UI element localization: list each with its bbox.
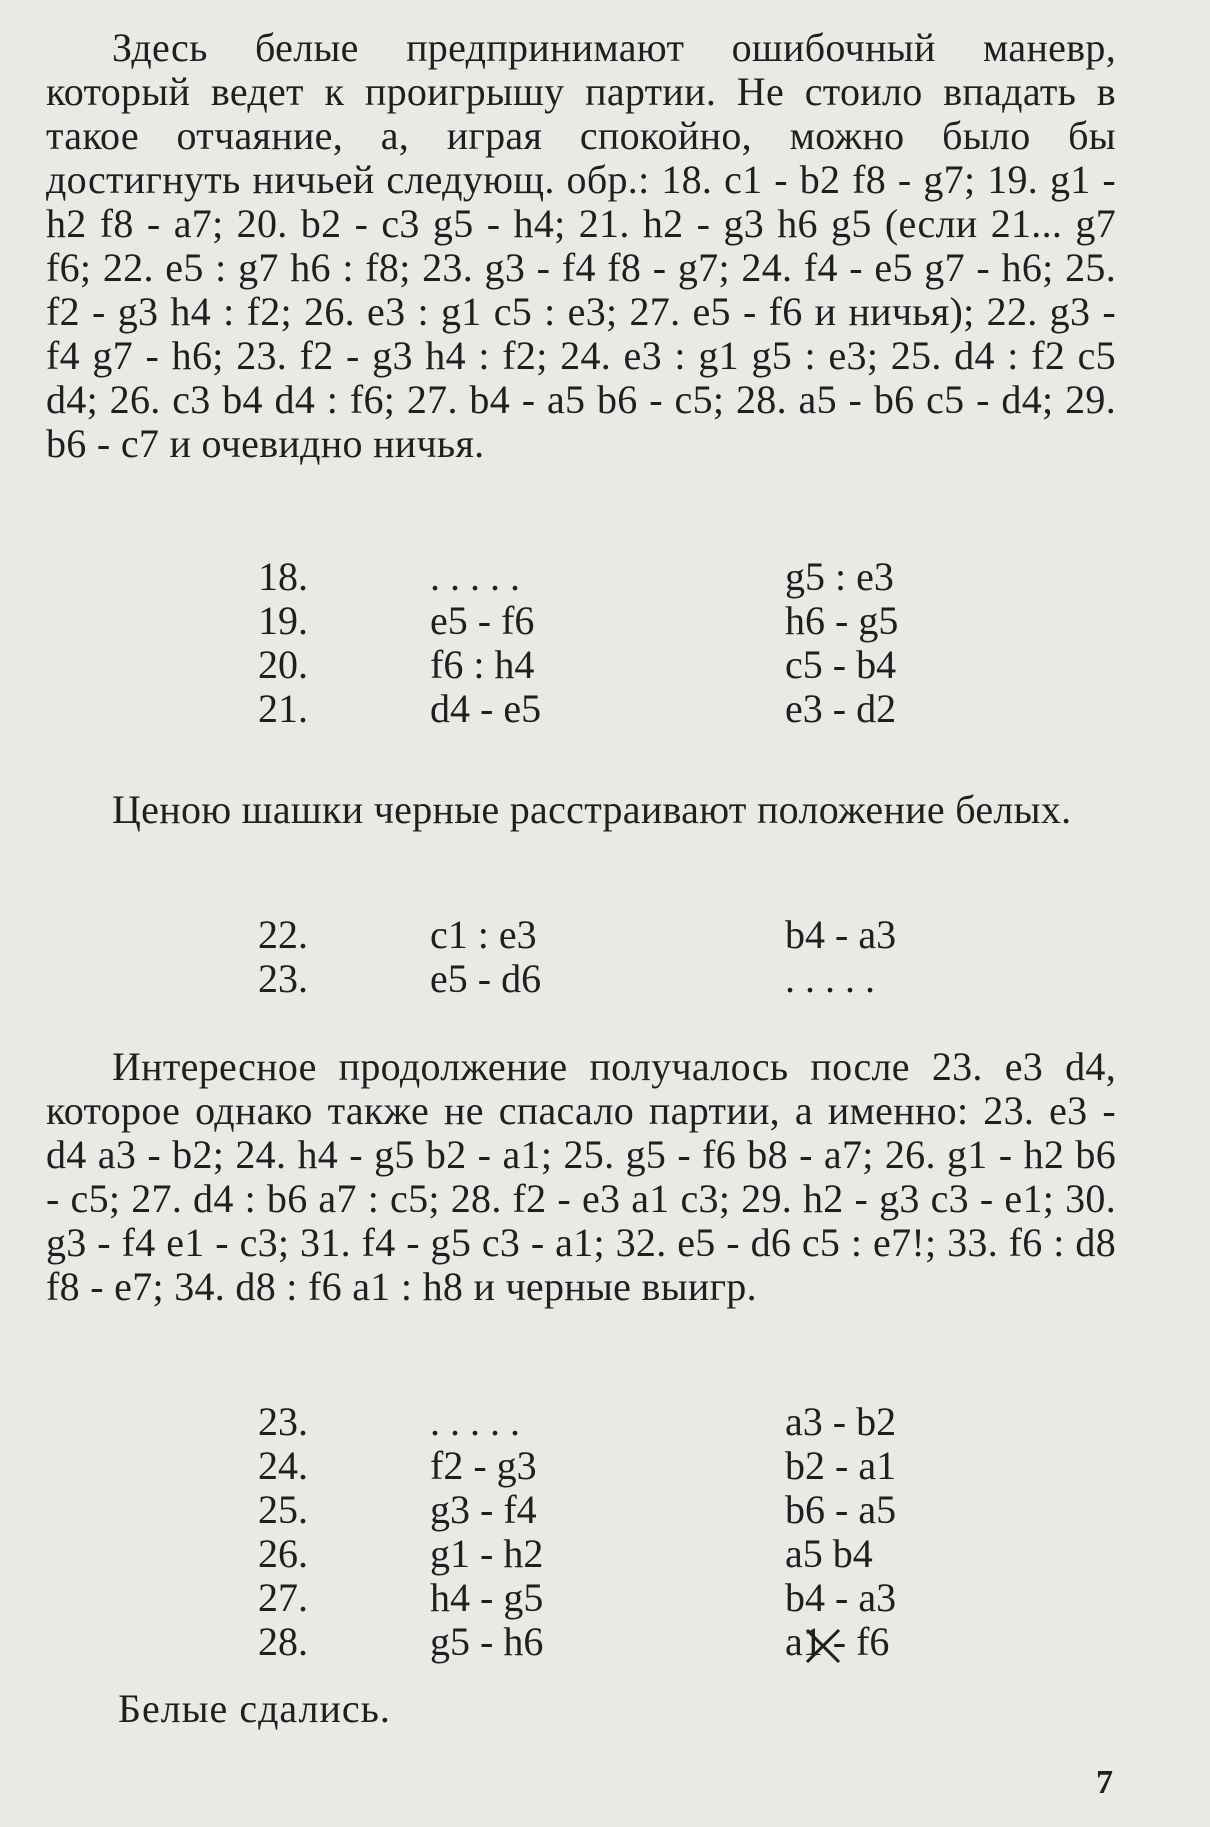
black-move: c5 - b4 [785, 642, 897, 687]
paragraph-variation: Интересное продолжение получалось после 23. e3 d4, которое однако также не спасало партии, а именно: 23. e3 - d4 a3 - b2; 24. h4 - g5 b2 - a1; 25. g5 - f6 b8 - a7; 26. g1 - h2 b6 - c5; 27. d4 : b6 a7 : c5; 28. f2 - e3 a1 c3; 29. h2 - g3 c3 - e1; 30. g3 - f4 e1 - c3; 31. f4 - g5 c3 - a1; 32. e5 - d6 c5 : e7!; 33. f6 : d8 f8 - e7; 34. d8 : f6 a1 : h8 и черные выигр. [46, 1044, 1116, 1309]
black-move: b4 - a3 [785, 912, 897, 957]
white-move: f6 : h4 [430, 642, 535, 687]
move-number: 23. [258, 1399, 308, 1444]
white-move: . . . . . [430, 554, 520, 599]
move-row [0, 553, 1210, 597]
move-number: 28. [258, 1619, 308, 1664]
paragraph-comment: Ценою шашки черные расстраивают положение белых. [112, 787, 1072, 832]
black-move: h6 - g5 [785, 598, 899, 643]
black-move: e3 - d2 [785, 686, 897, 731]
white-move: e5 - d6 [430, 956, 542, 1001]
white-move: c1 : e3 [430, 912, 537, 957]
move-row [0, 911, 1210, 955]
white-move: e5 - f6 [430, 598, 535, 643]
black-move: g5 : e3 [785, 554, 894, 599]
move-row [0, 1398, 1210, 1442]
move-row [0, 1442, 1210, 1486]
white-move: g5 - h6 [430, 1619, 544, 1664]
moves-table-1 [0, 553, 1210, 729]
white-move: g3 - f4 [430, 1487, 537, 1532]
move-row [0, 1486, 1210, 1530]
move-number: 25. [258, 1487, 308, 1532]
black-move: b4 - a3 [785, 1575, 897, 1620]
black-move: b2 - a1 [785, 1443, 897, 1488]
move-number: 20. [258, 642, 308, 687]
move-number: 26. [258, 1531, 308, 1576]
move-row [0, 955, 1210, 999]
move-number: 22. [258, 912, 308, 957]
white-move: h4 - g5 [430, 1575, 544, 1620]
black-move: . . . . . [785, 956, 875, 1001]
white-move: f2 - g3 [430, 1443, 537, 1488]
move-row [0, 1618, 1210, 1662]
move-row [0, 641, 1210, 685]
move-number: 23. [258, 956, 308, 1001]
closing-text: Белые сдались. [118, 1686, 391, 1731]
white-move: . . . . . [430, 1399, 520, 1444]
moves-table-3 [0, 1398, 1210, 1662]
white-move: g1 - h2 [430, 1531, 544, 1576]
move-number: 21. [258, 686, 308, 731]
move-row [0, 685, 1210, 729]
white-move: d4 - e5 [430, 686, 542, 731]
move-row [0, 1530, 1210, 1574]
black-move: a5 b4 [785, 1531, 873, 1576]
move-row [0, 1574, 1210, 1618]
black-move: a3 - b2 [785, 1399, 897, 1444]
move-number: 19. [258, 598, 308, 643]
page-number: 7 [1096, 1764, 1113, 1801]
black-move: b6 - a5 [785, 1487, 897, 1532]
moves-table-2 [0, 911, 1210, 999]
paragraph-analysis: Здесь белые предпринимают ошибочный маневр, который ведет к проигрышу партии. Не стоило впадать в такое отчаяние, а, играя спокойно, можно было бы достигнуть ничьей следующ. обр.: 18. c1 - b2 f8 - g7; 19. g1 - h2 f8 - a7; 20. b2 - c3 g5 - h4; 21. h2 - g3 h6 g5 (если 21... g7 f6; 22. e5 : g7 h6 : f8; 23. g3 - f4 f8 - g7; 24. f4 - e5 g7 - h6; 25. f2 - g3 h4 : f2; 26. e3 : g1 c5 : e3; 27. e5 - f6 и ничья); 22. g3 - f4 g7 - h6; 23. f2 - g3 h4 : f2; 24. e3 : g1 g5 : e3; 25. d4 : f2 c5 d4; 26. c3 b4 d4 : f6; 27. b4 - a5 b6 - c5; 28. a5 - b6 c5 - d4; 29. b6 - c7 и очевидно ничья. [46, 25, 1116, 466]
move-row [0, 597, 1210, 641]
move-number: 24. [258, 1443, 308, 1488]
black-move: a1 - f6 [785, 1619, 890, 1664]
move-number: 27. [258, 1575, 308, 1620]
move-number: 18. [258, 554, 308, 599]
